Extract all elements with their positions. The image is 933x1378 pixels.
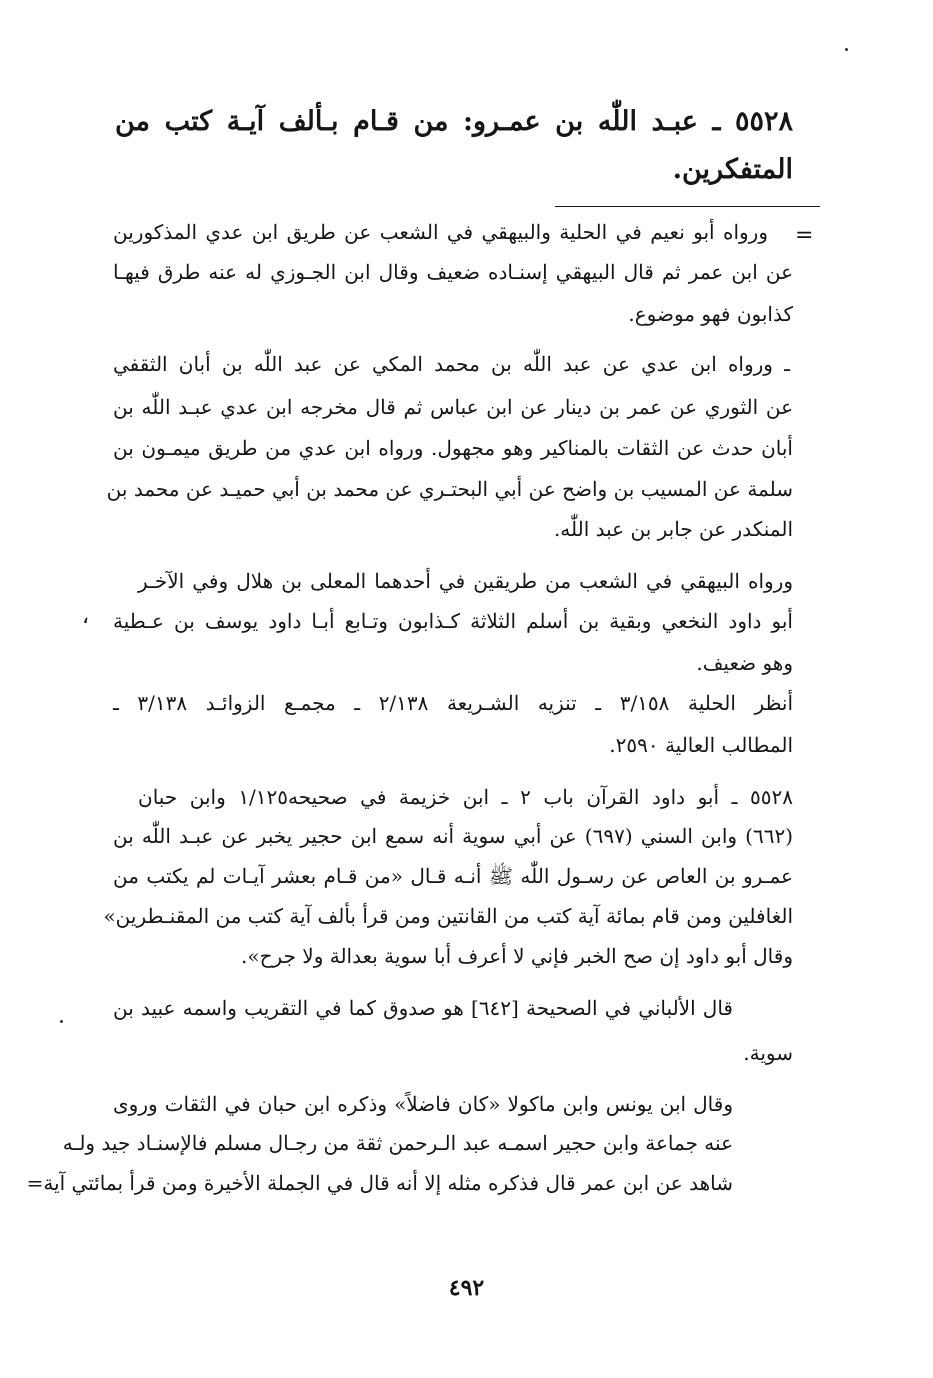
footnote-line: شاهد عن ابن عمر قال فذكره مثله إلا أنه قال في الجملة الأخيرة ومن قرأ بمائتي آية= xyxy=(26,1171,733,1195)
footnote-line: المطالب العالية ٢٥٩٠. xyxy=(609,733,793,757)
footnote-line: ورواه أبو نعيم في الحلية والبيهقي في الشعب عن طريق ابن عدي المذكورين xyxy=(113,220,768,244)
footnote-line: أنظر الحلية ٣/١٥٨ ـ تنزيه الشـريعة ٢/١٣٨ ـ مجمـع الزوائـد ٣/١٣٨ ـ xyxy=(113,691,794,715)
footnote-line: عنه جماعة وابن حجير اسمـه عبد الـرحمن ثقة من رجـال مسلم فالإسنـاد جيد ولـه xyxy=(62,1131,733,1155)
hadith-heading-line-2: المتفكرين. xyxy=(672,154,793,185)
footnote-separator-rule xyxy=(555,206,820,207)
footnote-line: أبو داود النخعي وبقية بن أسلم الثلاثة كـذابون وتـابع أبـا داود يوسف بن عـطية xyxy=(113,609,793,633)
footnote-line: (٦٦٢) وابن السني (٦٩٧) عن أبي سوية أنه سمع ابن حجير يخبر عن عبـد اللّٰه بن xyxy=(113,824,793,848)
scan-speck xyxy=(845,48,848,51)
footnote-line: وهو ضعيف. xyxy=(696,651,793,675)
footnote-line: ٥٥٢٨ ـ أبو داود القرآن باب ٢ ـ ابن خزيمة في صحيحه١/١٢٥ وابن حبان xyxy=(138,785,793,809)
footnote-line: كذابون فهو موضوع. xyxy=(628,302,793,326)
footnote-line: وقال أبو داود إن صح الخبر فإني لا أعرف أبا سوية بعدالة ولا جرح». xyxy=(241,944,793,968)
footnote-line: سلمة عن المسيب بن واضح عن أبي البحتـري عن محمد بن أبي حميـد عن محمد بن xyxy=(106,477,793,501)
footnote-line: سوية. xyxy=(743,1041,793,1065)
footnote-line: قال الألباني في الصحيحة [٦٤٢] هو صدوق كما في التقريب واسمه عبيد بن xyxy=(113,996,733,1020)
continuation-mark: = xyxy=(795,223,814,248)
footnote-line: ورواه البيهقي في الشعب من طريقين في أحدهما المعلى بن هلال وفي الآخـر xyxy=(138,569,793,593)
footnote-line: أبان حدث عن الثقات بالمناكير وهو مجهول. ورواه ابن عدي من طريق ميمـون بن xyxy=(113,436,793,460)
footnote-line: المنكدر عن جابر بن عبد اللّٰه. xyxy=(553,517,793,541)
scan-speck xyxy=(60,1020,63,1023)
footnote-line: الغافلين ومن قام بمائة آية كتب من القانتين ومن قرأ بألف آية كتب من المقنـطرين» xyxy=(103,904,793,928)
footnote-line: عن ابن عمر ثم قال البيهقي إسنـاده ضعيف وقال ابن الجـوزي له عنه طرق فيهـا xyxy=(113,260,793,284)
footnote-line: عن الثوري عن عمر بن دينار عن ابن عباس ثم قال مخرجه ابن عدي عبـد اللّٰه بن xyxy=(113,395,793,419)
hadith-heading-line-1: ٥٥٢٨ ـ عبـد اللّٰه بن عمـرو: من قـام بـألف آيـة كتب من xyxy=(115,106,793,137)
footnote-line: وقال ابن يونس وابن ماكولا «كان فاضلاً» وذكره ابن حبان في الثقات وروى xyxy=(113,1092,733,1116)
footnote-line: عمـرو بن العاص عن رسـول اللّٰه ﷺ أنـه قـال «من قـام بعشر آيـات لم يكتب من xyxy=(113,864,793,888)
margin-mark: ، xyxy=(82,604,90,629)
footnote-line: ـ ورواه ابن عدي عن عبد اللّٰه بن محمد المكي عن عبد اللّٰه بن أبان الثقفي xyxy=(113,352,790,376)
page-number: ٤٩٢ xyxy=(448,1275,485,1301)
